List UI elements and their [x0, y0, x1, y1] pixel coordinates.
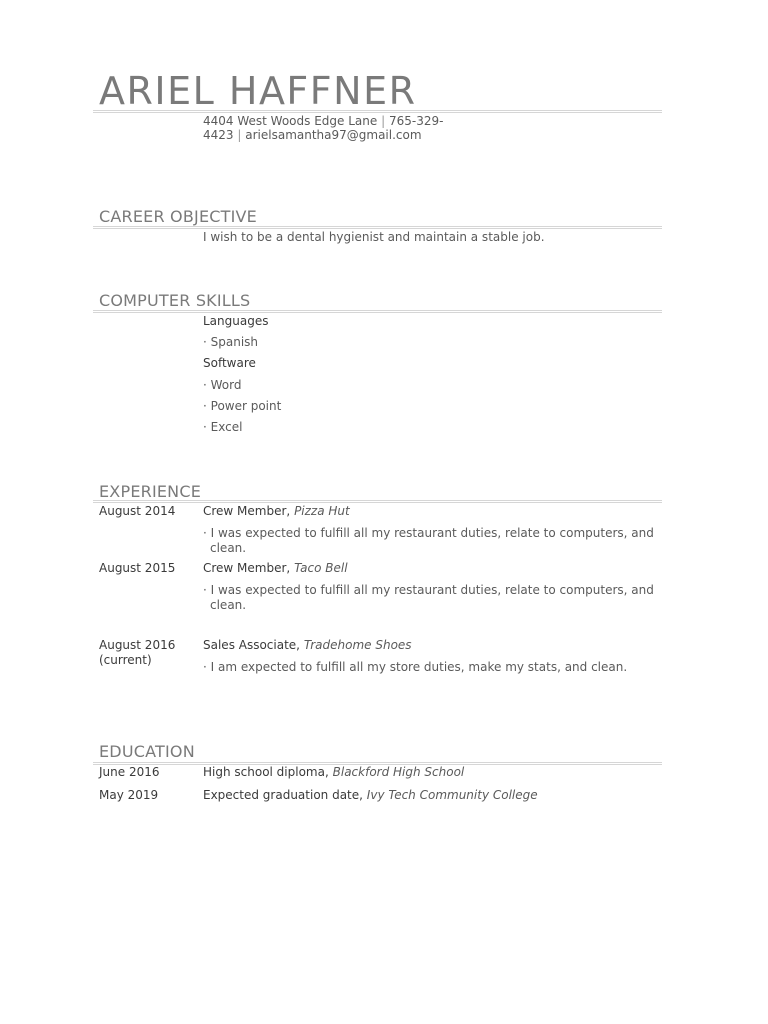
education-institution: Ivy Tech Community College — [366, 788, 538, 802]
phone-part-2: 4423 — [203, 128, 234, 142]
job-description: · I was expected to fulfill all my restaurant duties, relate to computers, and clean. — [203, 583, 654, 612]
email: arielsamantha97@gmail.com — [245, 128, 422, 142]
education-item — [203, 765, 663, 780]
skill-item: · Word — [203, 378, 242, 392]
job-date: August 2014 — [99, 504, 176, 518]
job-title: Crew Member, — [203, 561, 291, 575]
job-title: Crew Member, — [203, 504, 291, 518]
education-institution: Blackford High School — [332, 765, 465, 779]
header-divider — [93, 110, 662, 113]
career-objective-heading: CAREER OBJECTIVE — [99, 207, 257, 226]
job-title-line — [203, 561, 663, 576]
education-title: Expected graduation date, — [203, 788, 363, 802]
job-date-note: (current) — [99, 653, 152, 667]
address: 4404 West Woods Edge Lane — [203, 114, 378, 128]
job-title: Sales Associate, — [203, 638, 300, 652]
education-title: High school diploma, — [203, 765, 329, 779]
skill-item: · Power point — [203, 399, 282, 413]
job-description: · I am expected to fulfill all my store duties, make my stats, and clean. — [203, 660, 628, 674]
education-date: May 2019 — [99, 788, 159, 802]
contact-separator: | — [381, 114, 386, 128]
education-date: June 2016 — [99, 765, 160, 779]
computer-skills-divider — [93, 310, 662, 313]
skill-item: · Excel — [203, 420, 243, 434]
experience-divider — [93, 500, 662, 503]
software-label: Software — [203, 356, 256, 370]
job-organization: Pizza Hut — [294, 504, 350, 518]
skill-item: · Spanish — [203, 335, 259, 349]
applicant-name: ARIEL HAFFNER — [99, 69, 417, 113]
career-objective-divider — [93, 226, 662, 229]
job-date-value: August 2016 — [99, 638, 176, 652]
job-date — [99, 638, 199, 668]
education-item — [203, 788, 663, 803]
career-objective-text: I wish to be a dental hygienist and maintain a stable job. — [203, 230, 545, 244]
contact-info — [203, 114, 453, 142]
contact-separator-2: | — [237, 128, 242, 142]
job-description: · I was expected to fulfill all my restaurant duties, relate to computers, and clean. — [203, 526, 654, 555]
experience-heading: EXPERIENCE — [99, 482, 202, 501]
computer-skills-heading: COMPUTER SKILLS — [99, 291, 251, 310]
education-heading: EDUCATION — [99, 742, 195, 761]
job-organization: Tradehome Shoes — [303, 638, 412, 652]
job-date: August 2015 — [99, 561, 176, 575]
phone-part-1: 765-329- — [388, 114, 444, 128]
job-title-line — [203, 504, 663, 519]
job-organization: Taco Bell — [294, 561, 348, 575]
job-title-line — [203, 638, 663, 653]
languages-label: Languages — [203, 314, 269, 328]
